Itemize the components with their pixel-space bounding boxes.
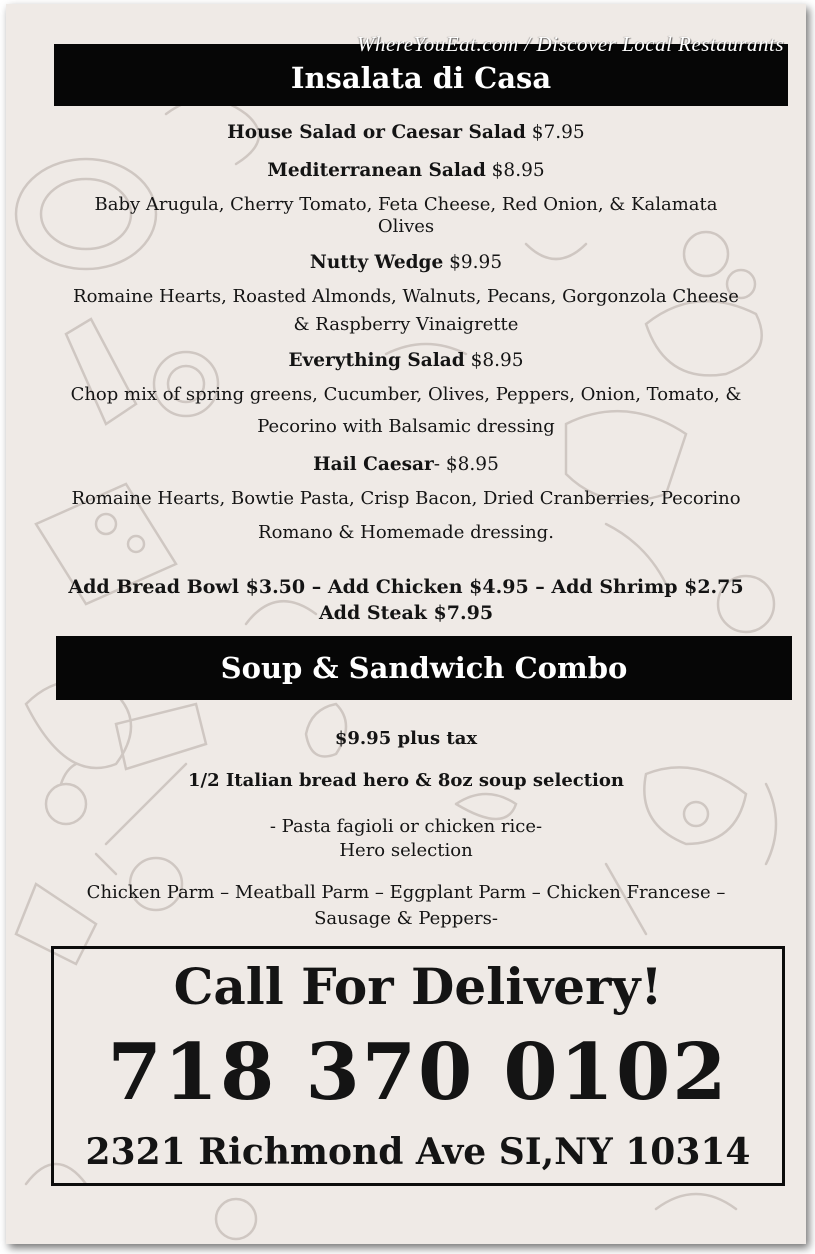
item-price: $8.95 xyxy=(470,350,524,371)
item-name: Everything Salad xyxy=(288,350,465,371)
item-name: House Salad or Caesar Salad xyxy=(227,122,526,143)
item-description: Romano & Homemade dressing. xyxy=(258,522,554,543)
salad-addons: Add Steak $7.95 xyxy=(318,602,494,624)
combo-hero-options: Sausage & Peppers- xyxy=(314,908,498,929)
item-price: $9.95 xyxy=(449,252,503,273)
watermark-text: WhereYouEat.com / Discover Local Restaurants xyxy=(357,32,784,56)
menu-page xyxy=(6,4,806,1244)
combo-hero-options: Chicken Parm – Meatball Parm – Eggplant Parm – Chicken Francese – xyxy=(86,882,726,903)
salad-item-house xyxy=(26,122,786,143)
item-description: Baby Arugula, Cherry Tomato, Feta Cheese, Red Onion, & Kalamata xyxy=(94,194,718,215)
item-description: Romaine Hearts, Bowtie Pasta, Crisp Bacon, Dried Cranberries, Pecorino xyxy=(71,488,741,509)
combo-soup-options: - Pasta fagioli or chicken rice- xyxy=(269,816,543,837)
salad-item-mediterranean xyxy=(26,160,786,181)
salad-section-heading: Insalata di Casa xyxy=(54,44,788,106)
item-name: Mediterranean Salad xyxy=(267,160,486,181)
item-description: Chop mix of spring greens, Cucumber, Olives, Peppers, Onion, Tomato, & xyxy=(70,384,742,405)
combo-section-heading: Soup & Sandwich Combo xyxy=(56,636,792,700)
salad-addons: Add Bread Bowl $3.50 – Add Chicken $4.95 – Add Shrimp $2.75 xyxy=(68,576,744,598)
item-price: $8.95 xyxy=(491,160,545,181)
salad-item-nutty-wedge xyxy=(26,252,786,273)
item-description: & Raspberry Vinaigrette xyxy=(293,314,519,335)
item-description: Romaine Hearts, Roasted Almonds, Walnuts, Pecans, Gorgonzola Cheese xyxy=(73,286,739,307)
call-for-delivery-heading: Call For Delivery! xyxy=(173,957,663,1016)
item-description: Olives xyxy=(377,216,435,237)
salad-item-hail-caesar xyxy=(26,454,786,475)
item-name: Hail Caesar xyxy=(313,454,434,475)
combo-hero-label: Hero selection xyxy=(339,840,473,861)
restaurant-address: 2321 Richmond Ave SI,NY 10314 xyxy=(85,1131,751,1173)
phone-number[interactable]: 718 370 0102 xyxy=(107,1027,729,1118)
combo-price: $9.95 plus tax xyxy=(334,728,478,749)
salad-item-everything xyxy=(26,350,786,371)
item-name: Nutty Wedge xyxy=(309,252,444,273)
item-price: - $8.95 xyxy=(433,454,499,475)
item-price: $7.95 xyxy=(531,122,585,143)
item-description: Pecorino with Balsamic dressing xyxy=(257,416,555,437)
delivery-box xyxy=(51,946,785,1186)
combo-summary: 1/2 Italian bread hero & 8oz soup selection xyxy=(187,770,624,791)
